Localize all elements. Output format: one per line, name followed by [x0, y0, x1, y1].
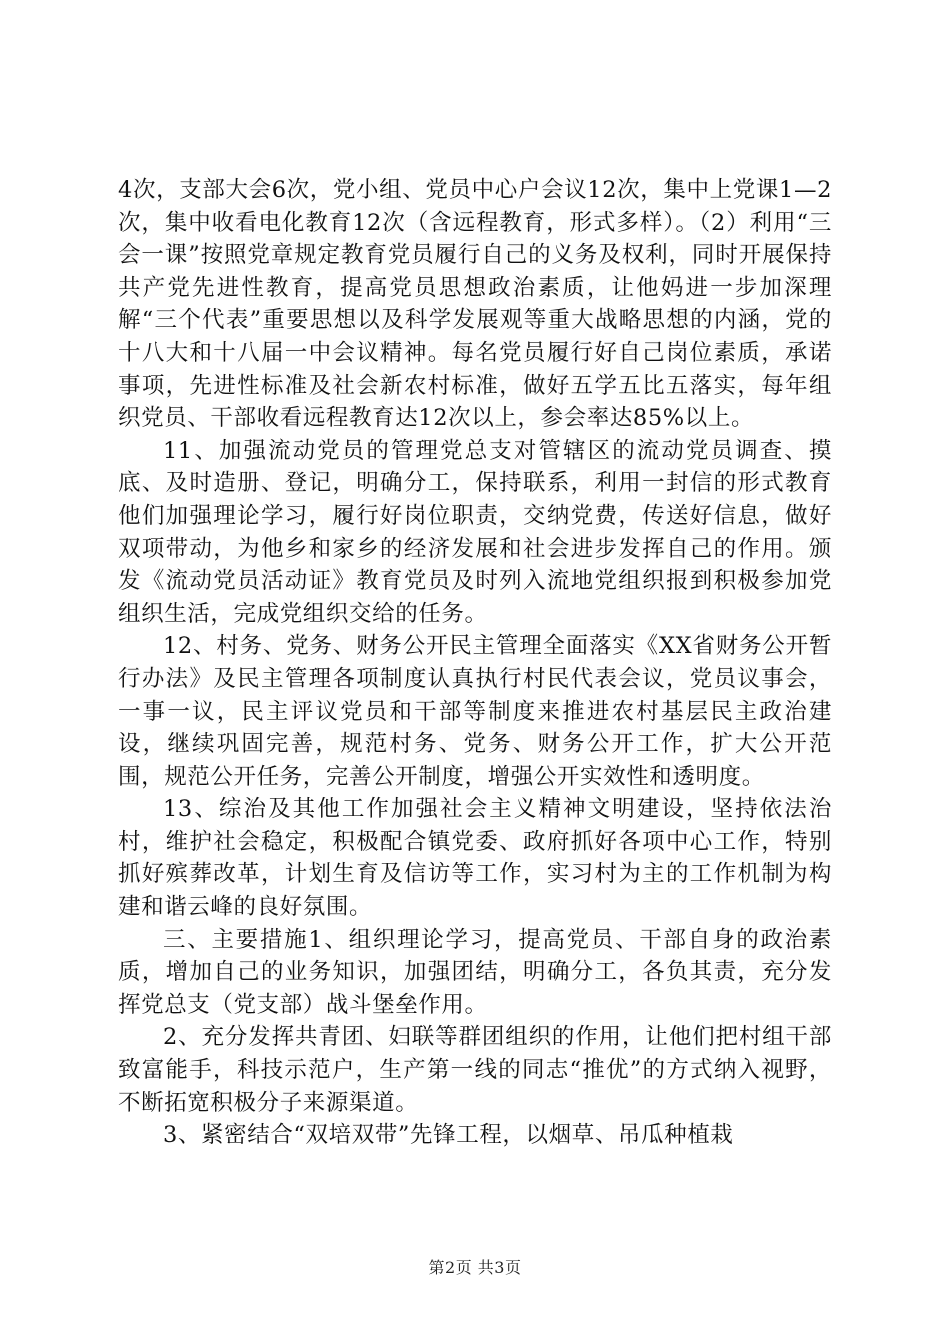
document-body [118, 174, 832, 1152]
paragraph-continuation: 4次，支部大会6次，党小组、党员中心户会议12次，集中上党课1—2次，集中收看电化教育12次（含远程教育，形式多样）。（2）利用“三会一课”按照党章规定教育党员履行自己的义务及权利，同时开展保持共产党先进性教育，提高党员思想政治素质，让他妈进一步加深理解“三个代表”重要思想以及科学发展观等重大战略思想的内涵，党的十八大和十八届一中会议精神。每名党员履行好自己岗位素质，承诺事项，先进性标准及社会新农村标准，做好五学五比五落实，每年组织党员、干部收看远程教育达12次以上，参会率达85%以上。 [118, 177, 832, 432]
paragraph-measure-2: 2、充分发挥共青团、妇联等群团组织的作用，让他们把村组干部致富能手，科技示范户，生产第一线的同志“推优”的方式纳入视野，不断拓宽积极分子来源渠道。 [118, 1024, 832, 1116]
paragraph-item-12: 12、村务、党务、财务公开民主管理全面落实《XX省财务公开暂行办法》及民主管理各项制度认真执行村民代表会议，党员议事会，一事一议，民主评议党员和干部等制度来推进农村基层民主政治建设，继续巩固完善，规范村务、党务、财务公开工作，扩大公开范围，规范公开任务，完善公开制度，增强公开实效性和透明度。 [118, 633, 832, 790]
page-footer: 第2页 共3页 [428, 1258, 522, 1277]
paragraph-item-13: 13、综治及其他工作加强社会主义精神文明建设，坚持依法治村，维护社会稳定，积极配合镇党委、政府抓好各项中心工作，特别抓好殡葬改革，计划生育及信访等工作，实习村为主的工作机制为构建和谐云峰的良好氛围。 [118, 796, 832, 921]
paragraph-measure-3: 3、紧密结合“双培双带”先锋工程，以烟草、吊瓜种植栽 [163, 1122, 734, 1149]
paragraph-measures: 三、主要措施1、组织理论学习，提高党员、干部自身的政治素质，增加自己的业务知识，加强团结，明确分工，各负其责，充分发挥党总支（党支部）战斗堡垒作用。 [118, 926, 832, 1018]
paragraph-item-11: 11、加强流动党员的管理党总支对管辖区的流动党员调查、摸底、及时造册、登记，明确分工，保持联系，利用一封信的形式教育他们加强理论学习，履行好岗位职责，交纳党费，传送好信息，做好双项带动，为他乡和家乡的经济发展和社会进步发挥自己的作用。颁发《流动党员活动证》教育党员及时列入流地党组织报到积极参加党组织生活，完成党组织交给的任务。 [118, 437, 832, 627]
